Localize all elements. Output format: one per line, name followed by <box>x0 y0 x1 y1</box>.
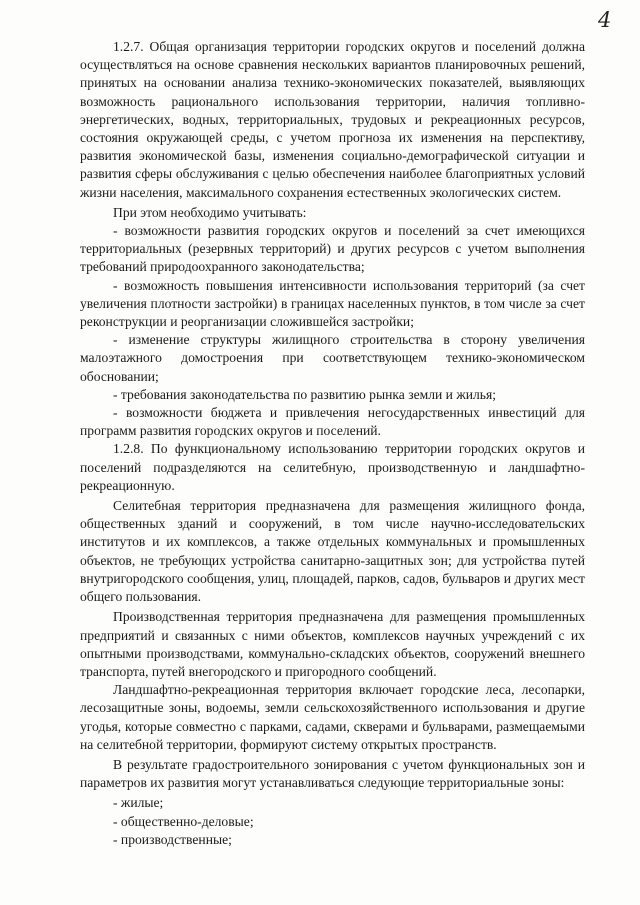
paragraph-1-2-8: 1.2.8. По функциональному использованию территории городских округов и поселений подразделяются на селитебную, производственную и ландшафтно-рекреационную. <box>80 441 585 493</box>
list-item: - возможность повышения интенсивности использования территорий (за счет увеличения плотности застройки) в границах населенных пунктов, в том числе за счет реконструкции и реорганизации сложившейся застройки; <box>80 277 585 330</box>
list-item: - жилые; <box>113 795 164 811</box>
list-item: - производственные; <box>113 831 232 847</box>
paragraph-industrial: Производственная территория предназначена для размещения промышленных предприятий и связанных с ними объектов, комплексов научных учреждений с их опытными производствами, коммунально-складских объектов, сооружений внешнего транспорта, путей внегородского и пригородного сообщений. <box>80 609 585 679</box>
list-item: - общественно-деловые; <box>113 813 254 829</box>
document-body <box>80 38 585 849</box>
list-item: - возможности развития городских округов и поселений за счет имеющихся территориальных (резервных территорий) и других ресурсов с учетом выполнения требований природоохранного законодательства; <box>80 223 585 275</box>
list-item: - изменение структуры жилищного строительства в сторону увеличения малоэтажного домостроения при соответствующем технико-экономическом обосновании; <box>80 332 585 384</box>
paragraph-1-2-7: 1.2.7. Общая организация территории городских округов и поселений должна осуществляться на основе сравнения нескольких вариантов планировочных решений, принятых на основании анализа технико-экономических показателей, выявляющих возможность рационального использования территории, наличия топливно-энергетических, водных, территориальных, трудовых и рекреационных ресурсов, состояния окружающей среды, с учетом прогноза их изменения на перспективу, развития экономической базы, изменения социально-демографической ситуации и развития сферы обслуживания с целью обеспечения наиболее благоприятных условий жизни населения, максимального сохранения естественных экологических систем. <box>80 39 585 200</box>
paragraph-intro-list: При этом необходимо учитывать: <box>113 204 307 220</box>
paragraph-residential: Селитебная территория предназначена для размещения жилищного фонда, общественных зданий и сооружений, в том числе научно-исследовательских институтов и их комплексов, а также отдельных коммунальных и промышленных объектов, не требующих устройства санитарно-защитных зон; для устройства путей внутригородского сообщения, улиц, площадей, парков, садов, бульваров и других мест общего пользования. <box>80 498 585 605</box>
page-number: 4 <box>598 8 612 32</box>
list-item: - возможности бюджета и привлечения негосударственных инвестиций для программ развития городских округов и поселений. <box>80 405 585 439</box>
list-item: - требования законодательства по развитию рынка земли и жилья; <box>113 386 497 402</box>
paragraph-landscape: Ландшафтно-рекреационная территория включает городские леса, лесопарки, лесозащитные зоны, водоемы, земли сельскохозяйственного использования и другие угодья, которые совместно с парками, садами, скверами и бульварами, размещаемыми на селитебной территории, формируют систему открытых пространств. <box>80 682 585 752</box>
paragraph-zoning: В результате градостроительного зонирования с учетом функциональных зон и параметров их развития могут устанавливаться следующие территориальные зоны: <box>80 756 585 791</box>
